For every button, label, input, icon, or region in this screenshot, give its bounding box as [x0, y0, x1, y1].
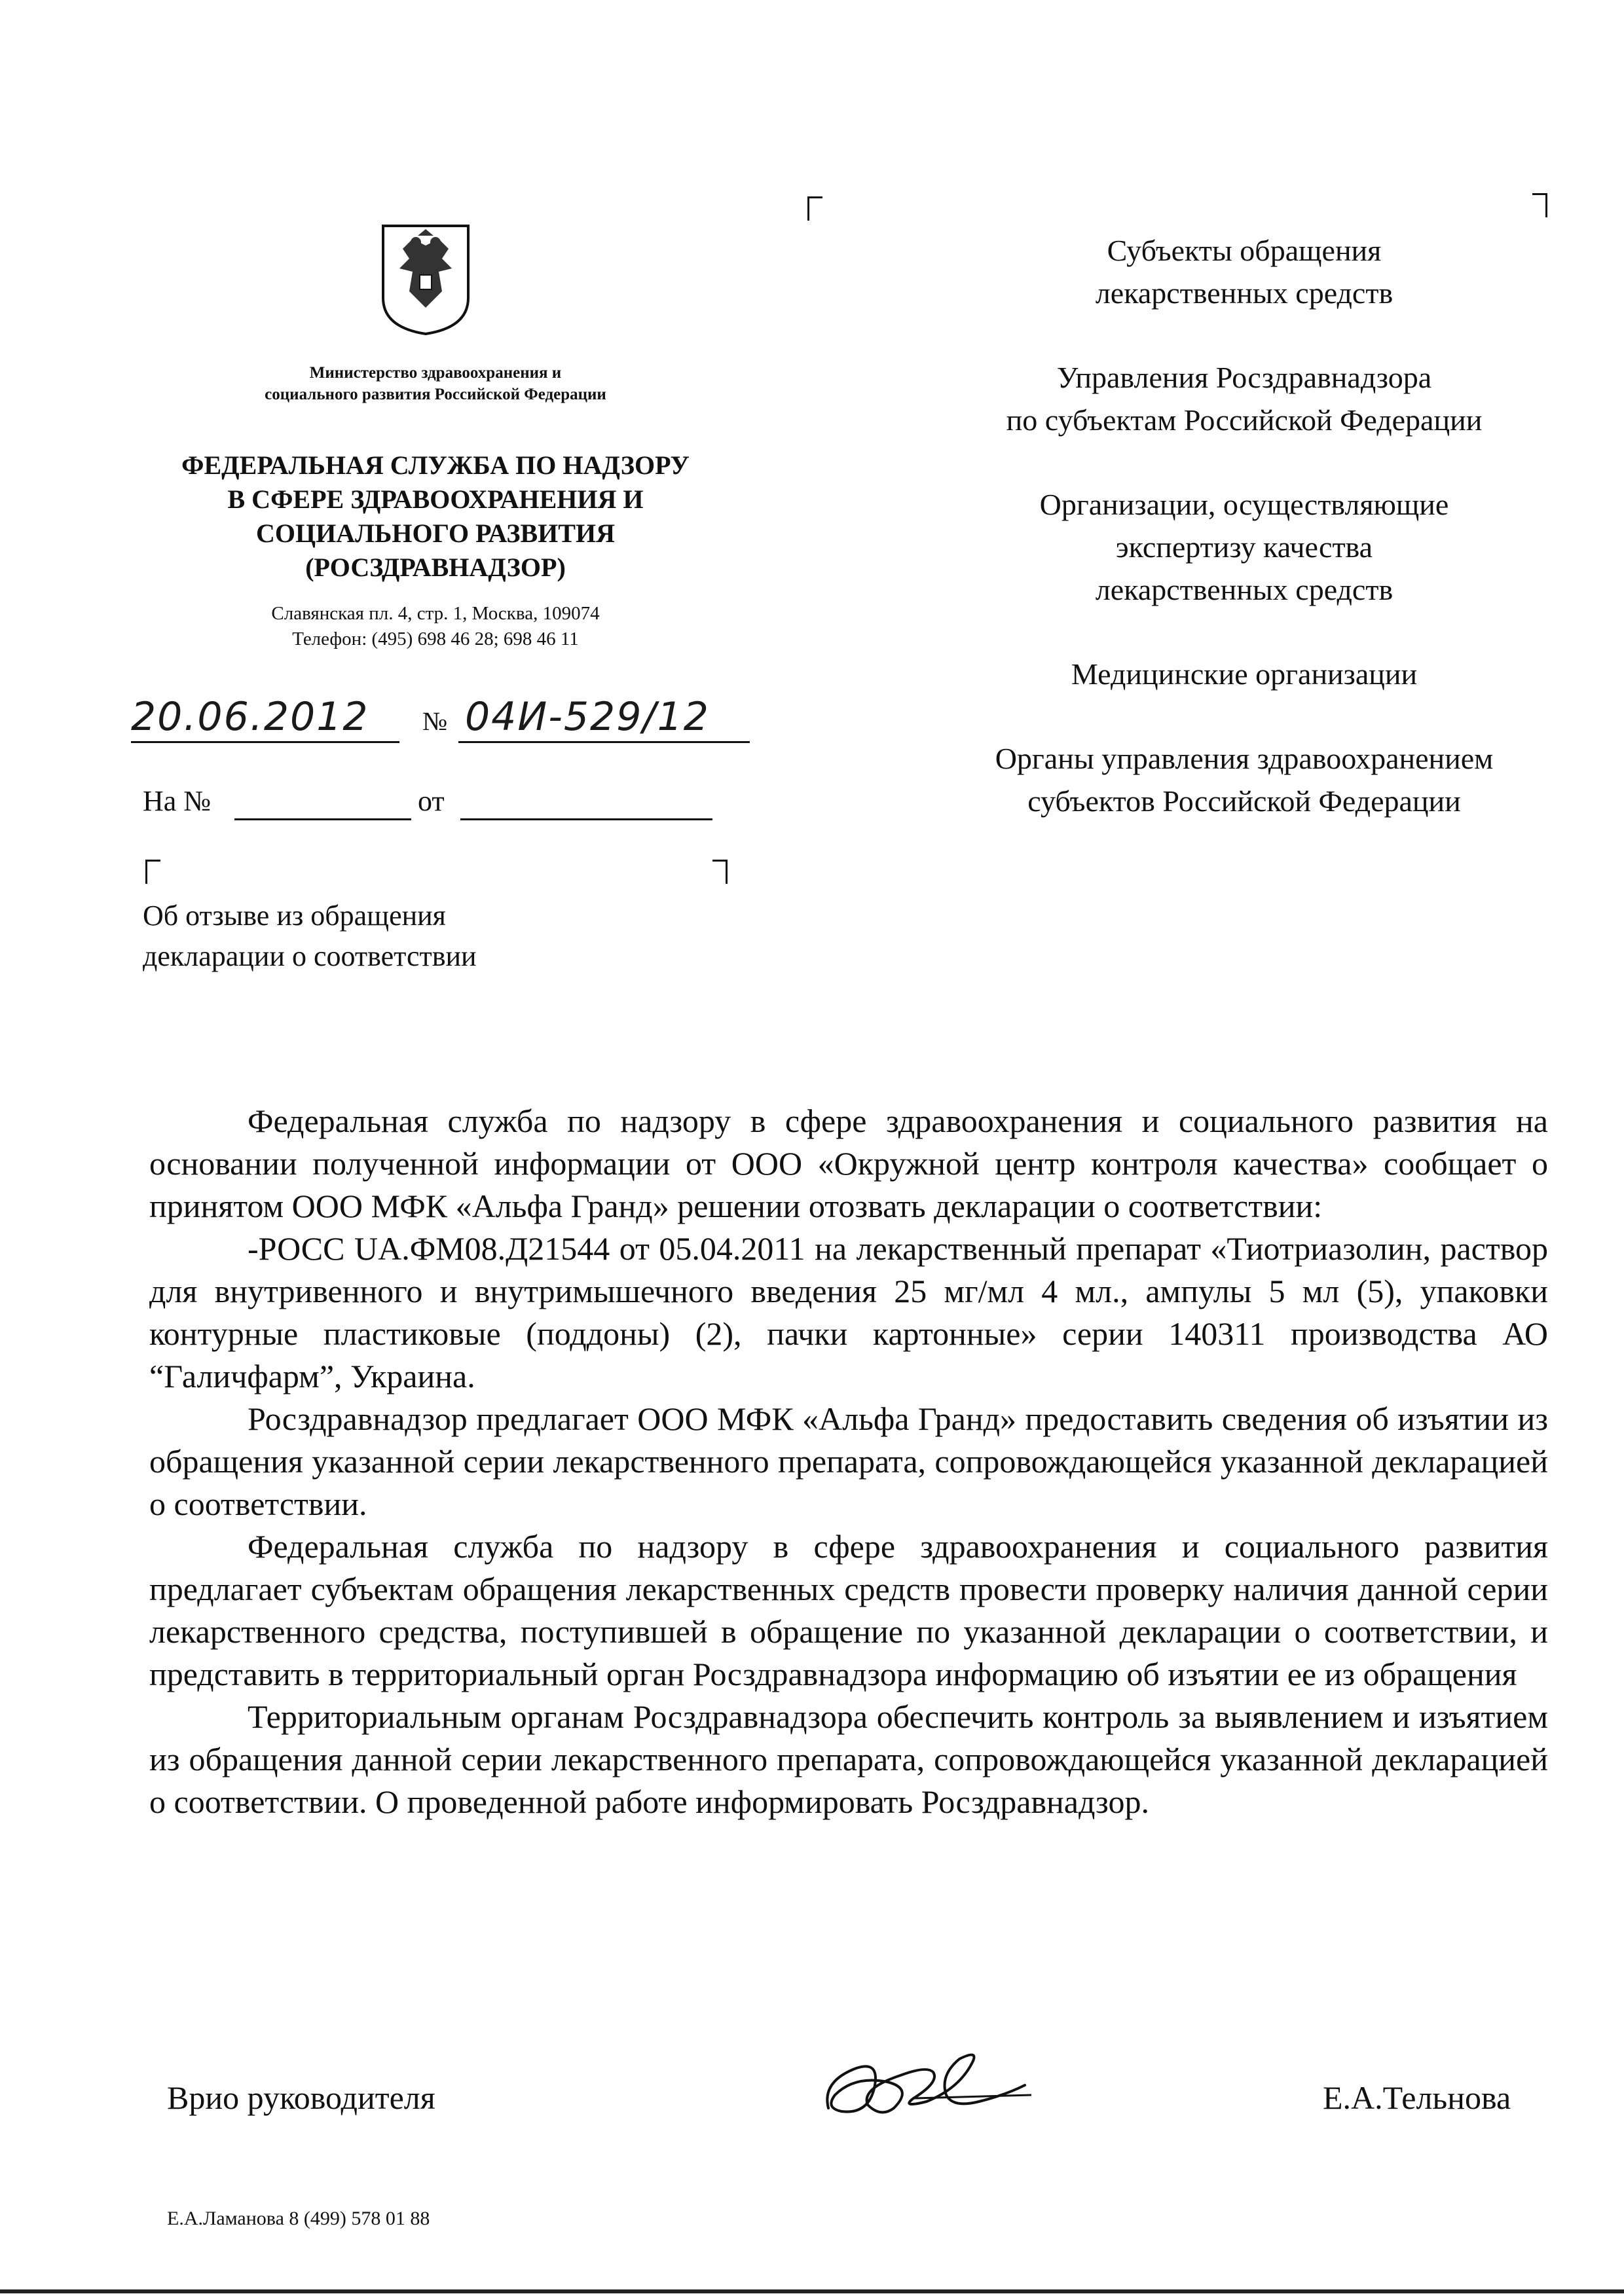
body-paragraph: -РОСС UA.ФМ08.Д21544 от 05.04.2011 на лекарственный препарат «Тиотриазолин, раствор для внутривенного и внутримышечного введения 25 мг/мл 4 мл., ампулы 5 мл (5), упаковки контурные пластиковые (поддоны) (2), пачки картонные» серии 140311 производства АО “Галичфарм”, Украина.: [149, 1230, 1548, 1394]
body-paragraph: Федеральная служба по надзору в сфере здравоохранения и социального развития на основании полученной информации от ООО «Окружной центр контроля качества» сообщает о принятом ООО МФК «Альфа Гранд» решении отозвать декларации о соответствии:: [149, 1102, 1548, 1224]
letter-body: [149, 1100, 1548, 1823]
recipient-item: Субъекты обращения лекарственных средств: [1095, 234, 1393, 310]
recipient-item: Органы управления здравоохранением субъектов Российской Федерации: [995, 742, 1494, 818]
reference-line: [143, 784, 719, 824]
recipient-item: Медицинские организации: [1071, 657, 1418, 691]
recipients-block: [904, 229, 1585, 864]
executor-contact: Е.А.Ламанова 8 (499) 578 01 88: [167, 2208, 430, 2229]
body-paragraph: Территориальным органам Росздравнадзора обеспечить контроль за выявлением и изъятием из обращения данной серии лекарственного препарата, сопровождающейся указанной декларацией о соответствии. О проведенной работе информировать Росздравнадзор.: [149, 1698, 1548, 1820]
body-paragraph: Федеральная служба по надзору в сфере здравоохранения и социального развития предлагает субъектам обращения лекарственных средств провести проверку наличия данной серии лекарственного средства, поступившей в обращение по указанной декларации о соответствии, и представить в территориальный орган Росздравнадзора информацию об изъятии ее из обращения: [149, 1528, 1548, 1692]
recipients-bracket-left: [807, 196, 822, 221]
recipient-item: Управления Росздравнадзора по субъектам Российской Федерации: [1006, 361, 1483, 437]
recipients-bracket-right: [1532, 193, 1547, 217]
reference-no-label: На №: [143, 785, 212, 817]
agency-name: ФЕДЕРАЛЬНАЯ СЛУЖБА ПО НАДЗОРУ В СФЕРЕ ЗДРАВООХРАНЕНИЯ И СОЦИАЛЬНОГО РАЗВИТИЯ (РОСЗДРАВНАДЗОР): [181, 450, 690, 582]
handwritten-signature-icon: [815, 2036, 1038, 2128]
recipient-item: Организации, осуществляющие экспертизу качества лекарственных средств: [1039, 488, 1449, 606]
number-sign: №: [422, 706, 448, 736]
subject-bracket-right: [712, 860, 728, 884]
outgoing-number: 04И-529/12: [465, 694, 710, 740]
agency-address: Славянская пл. 4, стр. 1, Москва, 109074 Телефон: (495) 698 46 28; 698 46 11: [271, 603, 600, 649]
coat-of-arms-icon: [377, 219, 475, 337]
outgoing-date: 20.06.2012: [131, 694, 369, 740]
reference-from-blank: [460, 818, 712, 820]
outgoing-registration: [131, 694, 760, 746]
ministry-name: Министерство здравоохранения и социального развития Российской Федерации: [265, 364, 606, 403]
signatory-name: Е.А.Тельнова: [1323, 2079, 1511, 2116]
reference-no-blank: [234, 818, 411, 820]
page-bottom-edge: [0, 2289, 1624, 2293]
subject-bracket-left: [145, 860, 160, 884]
signatory-title: Врио руководителя: [167, 2079, 435, 2116]
subject: Об отзыве из обращения декларации о соответствии: [143, 900, 477, 972]
reference-from-label: от: [418, 785, 445, 817]
body-paragraph: Росздравнадзор предлагает ООО МФК «Альфа Гранд» предоставить сведения об изъятии из обращения указанной серии лекарственного препарата, сопровождающейся указанной декларацией о соответствии.: [149, 1400, 1548, 1522]
